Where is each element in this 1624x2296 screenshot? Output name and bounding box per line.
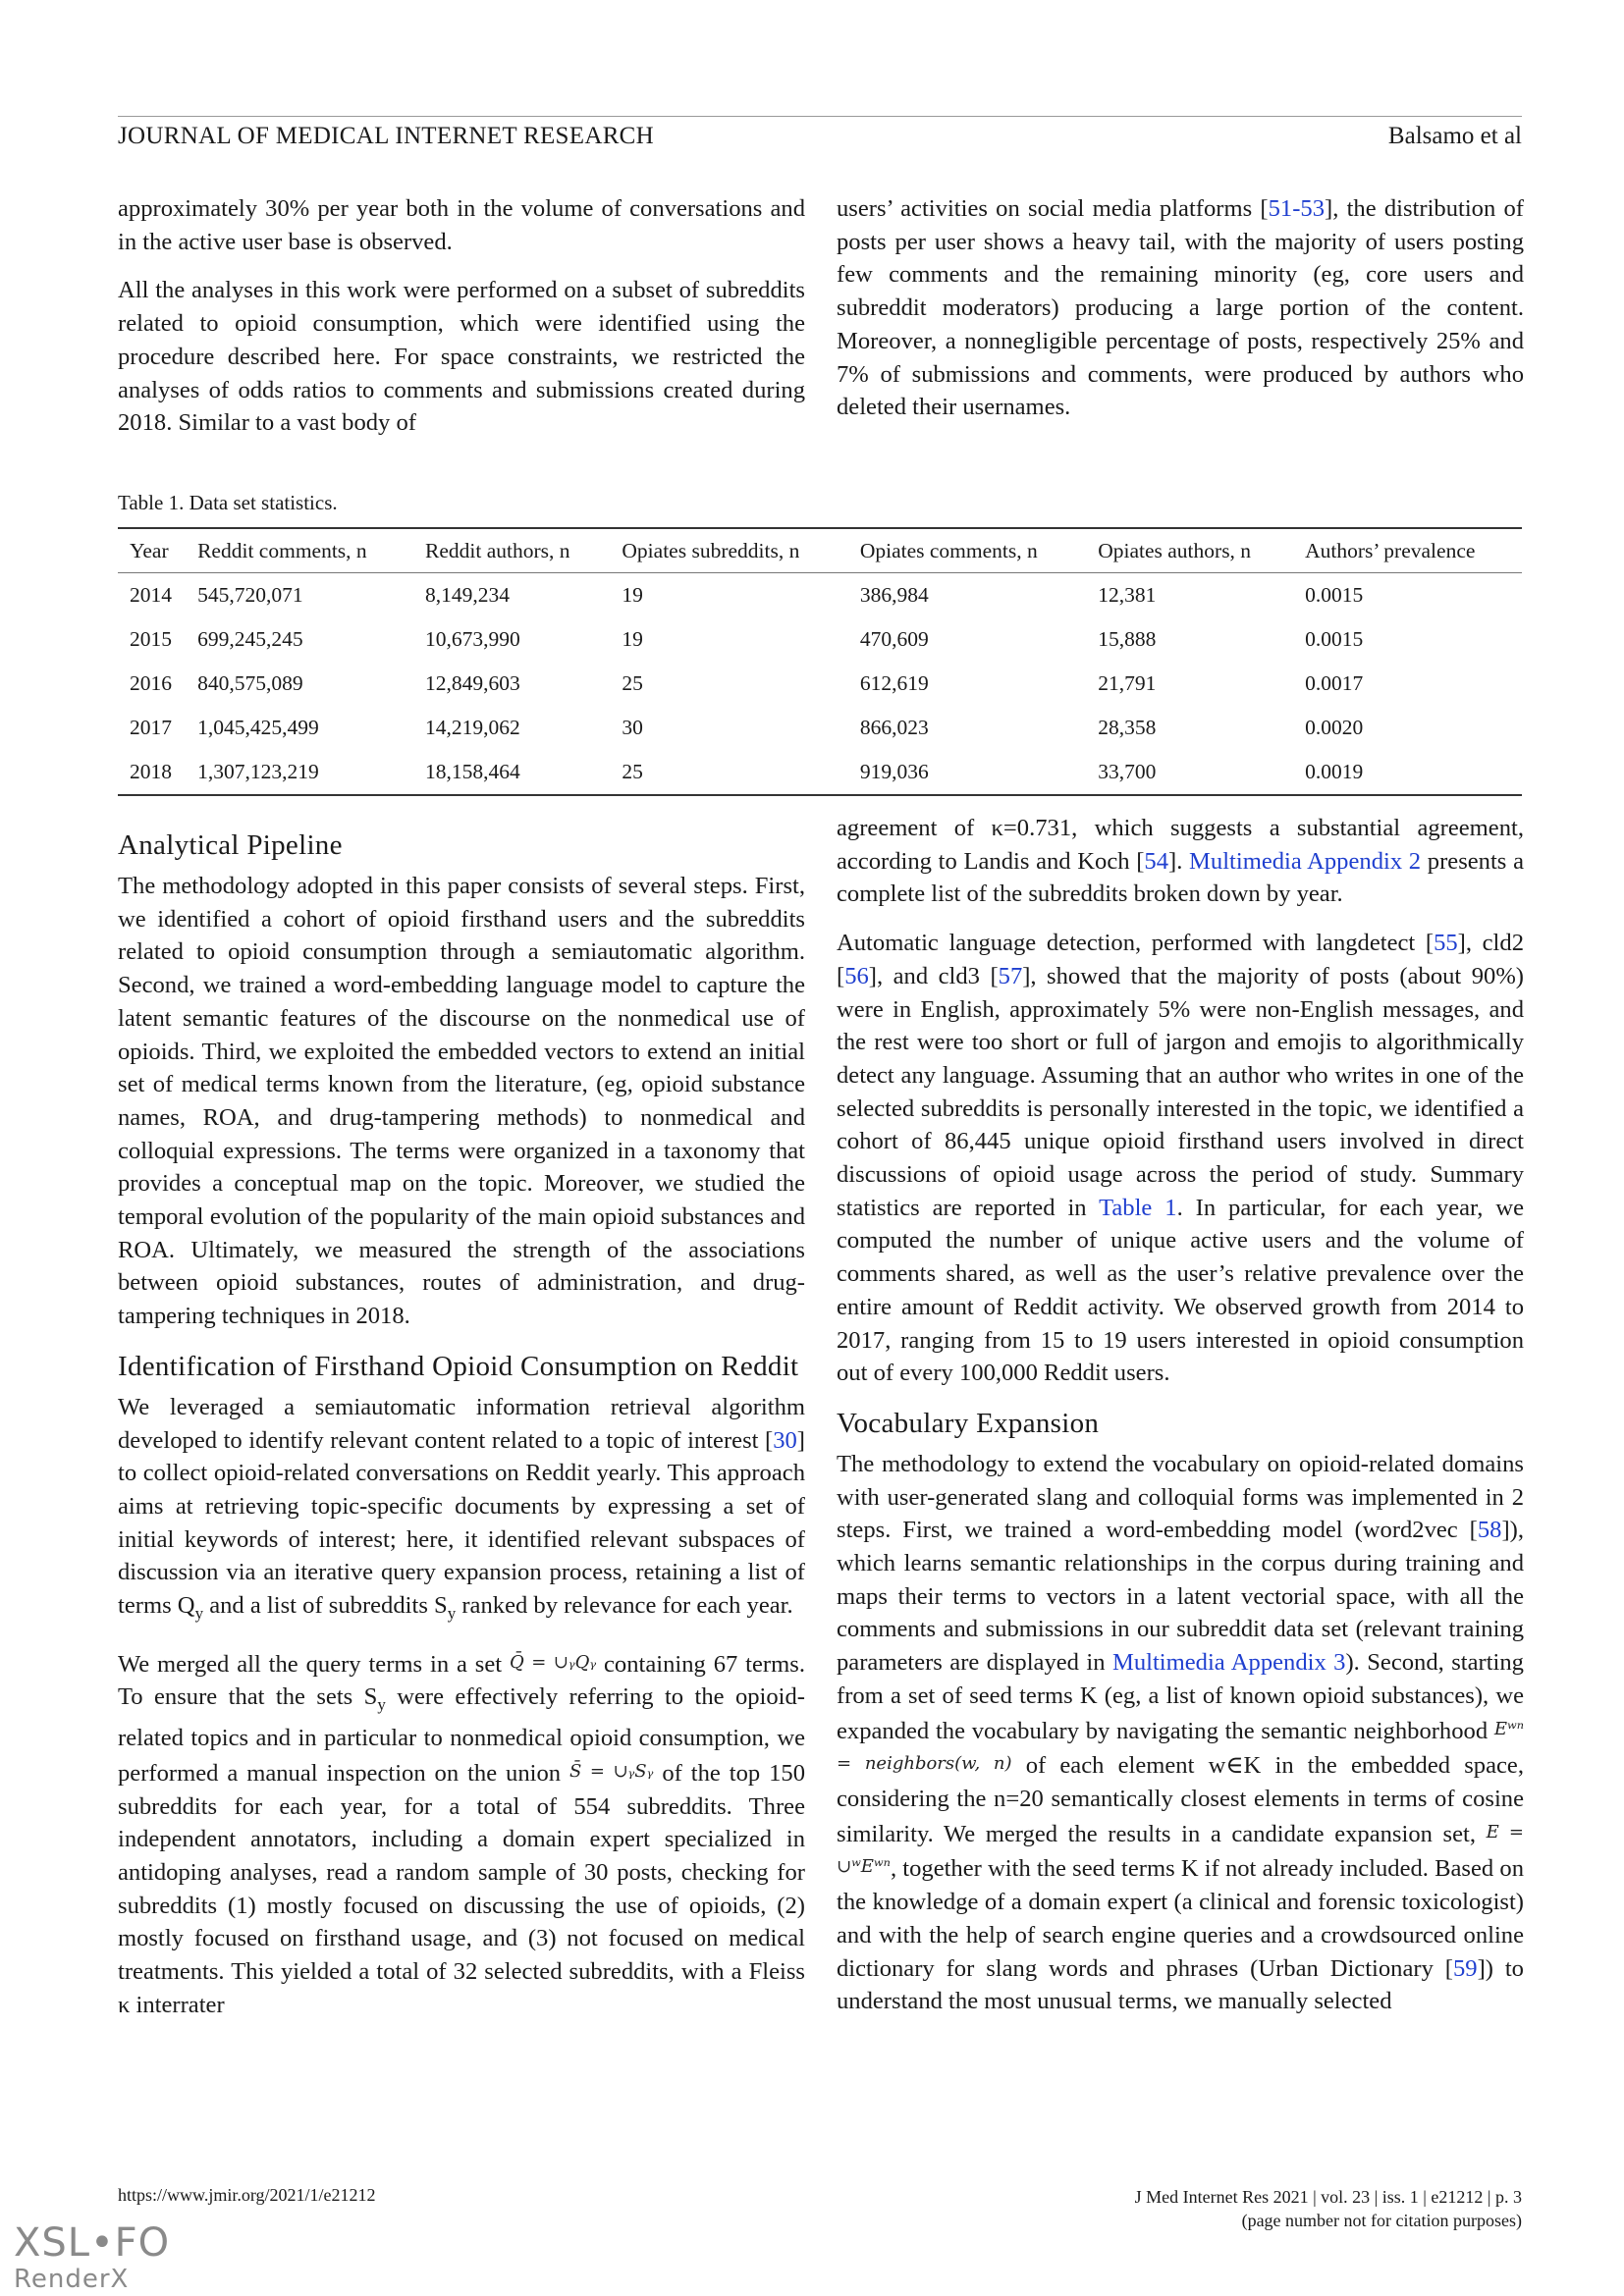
multimedia-appendix-2-link[interactable]: Multimedia Appendix 2 (1189, 847, 1422, 875)
section-heading-vocabulary-expansion: Vocabulary Expansion (837, 1407, 1100, 1439)
reference-link[interactable]: 30 (773, 1426, 797, 1454)
reference-link[interactable]: 54 (1144, 847, 1169, 875)
reference-link[interactable]: 51-53 (1268, 195, 1325, 222)
table-cell: 21,791 (1098, 671, 1157, 695)
column-header: Opiates comments, n (859, 538, 1038, 562)
paragraph: approximately 30% per year both in the volume of conversations and in the active user base is observed. (118, 195, 805, 255)
journal-title: JOURNAL OF MEDICAL INTERNET RESEARCH (118, 123, 654, 149)
section-heading-analytical-pipeline: Analytical Pipeline (118, 829, 343, 861)
table-cell: 2015 (130, 627, 172, 651)
table-row (118, 706, 1522, 750)
reference-link[interactable]: 58 (1477, 1517, 1502, 1544)
table-cell: 612,619 (859, 671, 929, 695)
citation-block (1135, 2185, 1522, 2232)
table-cell: 0.0015 (1305, 627, 1364, 651)
paragraph: The methodology adopted in this paper consists of several steps. First, we identified a cohort of opioid firsthand users and the subreddits related to opioid consumption through a semiautomatic algorithm. Second, we trained a word-embedding language model to capture the latent semantic features of the discourse on the nonmedical use of opioids. Third, we exploited the embedded vectors to extend an initial set of medical terms known from the literature, (eg, opioid substance names, ROA, and drug-tampering methods) to nonmedical and colloquial expressions. The terms were organized in a taxonomy that provides a conceptual map on the topic. Moreover, we studied the temporal evolution of the popularity of the main opioid substances and ROA. Ultimately, we measured the strength of the associations between opioid substances, routes of administration, and drug-tampering techniques in 2018. (118, 873, 805, 1330)
paragraph: We leveraged a semiautomatic information retrieval algorithm developed to identify relevant content related to a topic of interest [30] to collect opioid-related conversations on Reddit yearly. This approach aims at retrieving topic-specific documents by expressing a set of initial keywords of interest; here, it identified relevant subspaces of discussion via an iterative query expansion process, retaining a list of terms $Q_y$ and a list of subreddits $S_y$ ranked by relevance for each year. (118, 1393, 805, 1624)
xslfo-logo-text: XSL•FO (14, 2220, 171, 2266)
column-header: Opiates authors, n (1098, 538, 1252, 562)
table-cell: 8,149,234 (425, 583, 510, 607)
math-formula: Q̄ = ∪ᵧQᵧ (510, 1651, 597, 1673)
xslfo-renderx-logo (14, 2220, 171, 2294)
table-cell: 12,849,603 (425, 671, 520, 695)
page-number-note: (page number not for citation purposes) (1241, 2211, 1522, 2230)
math-formula: Eʷⁿ = neighbors(w, n) (837, 1718, 1524, 1775)
column-header: Year (130, 538, 169, 562)
table-cell: 18,158,464 (425, 760, 520, 783)
table-cell: 699,245,245 (197, 627, 303, 651)
table-cell: 1,307,123,219 (197, 760, 319, 783)
paragraph: users’ activities on social media platforms [51-53], the distribution of posts per user shows a heavy tail, with the majority of users posting few comments and the remaining minority (eg, core users and subreddit moderators) producing a large portion of the content. Moreover, a nonnegligible percentage of posts, respectively 25% and 7% of submissions and comments, were produced by authors who deleted their usernames. (837, 195, 1524, 421)
multimedia-appendix-3-link[interactable]: Multimedia Appendix 3 (1111, 1649, 1346, 1677)
math-formula: S̄ = ∪ᵧSᵧ (569, 1760, 654, 1782)
table-cell: 12,381 (1098, 583, 1157, 607)
reference-link[interactable]: 57 (998, 962, 1023, 989)
article-url[interactable]: https://www.jmir.org/2021/1/e21212 (118, 2185, 376, 2205)
table-cell: 0.0019 (1305, 760, 1364, 783)
table-cell: 19 (622, 627, 643, 651)
table-row (118, 662, 1522, 706)
citation-line: J Med Internet Res 2021 | vol. 23 | iss. 1 | e21212 | p. 3 (1134, 2187, 1522, 2207)
table-cell: 0.0020 (1305, 716, 1364, 739)
column-header: Reddit comments, n (197, 538, 367, 562)
table-cell: 2018 (130, 760, 172, 783)
table-row (118, 573, 1522, 618)
table-row (118, 750, 1522, 795)
section-heading-identification: Identification of Firsthand Opioid Consumption on Reddit (118, 1350, 799, 1382)
table-cell: 840,575,089 (197, 671, 303, 695)
table-cell: 1,045,425,499 (197, 716, 319, 739)
reference-link[interactable]: 59 (1452, 1954, 1478, 1982)
table-cell: 15,888 (1098, 627, 1157, 651)
running-authors: Balsamo et al (1387, 123, 1522, 149)
table-cell: 25 (622, 671, 643, 695)
table-cell: 33,700 (1098, 760, 1157, 783)
table-cell: 545,720,071 (197, 583, 303, 607)
table-cell: 386,984 (859, 583, 929, 607)
table-cell: 28,358 (1098, 716, 1157, 739)
column-header: Opiates subreddits, n (622, 538, 800, 562)
column-header: Authors’ prevalence (1305, 538, 1476, 562)
table-cell: 25 (622, 760, 643, 783)
table-row (118, 617, 1522, 662)
paragraph: All the analyses in this work were performed on a subset of subreddits related to opioid consumption, which were identified using the procedure described here. For space constraints, we restricted the analyses of odds ratios to comments and submissions created during 2018. Similar to a vast body of (118, 277, 805, 437)
table-header-row (118, 528, 1522, 573)
table-cell: 14,219,062 (425, 716, 520, 739)
table-cell: 866,023 (859, 716, 929, 739)
table-cell: 2016 (130, 671, 172, 695)
table-caption: Table 1. Data set statistics. (118, 491, 338, 514)
reference-link[interactable]: 55 (1434, 930, 1458, 957)
reference-link[interactable]: 56 (844, 962, 869, 989)
paragraph: agreement of κ=0.731, which suggests a substantial agreement, according to Landis and Koch [54]. Multimedia Appendix 2 presents a complete list of the subreddits broken down by year. (837, 815, 1524, 908)
table-cell: 0.0017 (1305, 671, 1364, 695)
math-formula: E = ∪ʷEʷⁿ (837, 1821, 1524, 1878)
table-cell: 2014 (130, 583, 172, 607)
column-header: Reddit authors, n (425, 538, 570, 562)
paragraph: We merged all the query terms in a set Q̄ = ∪ᵧQᵧ containing 67 terms. To ensure that the sets $S_y$ were effectively referring to the opioid-related topics and in particular to nonmedical opioid consumption, we performed a manual inspection on the union S̄ = ∪ᵧSᵧ of the top 150 subreddits for each year, for a total of 554 subreddits. Three independent annotators, including a domain expert specialized in antidoping analyses, read a random sample of 30 posts, checking for subreddits (1) mostly focused on discussing the use of opioids, (2) mostly focused on firsthand usage, and (3) not focused on medical treatments. This yielded a total of 32 selected subreddits, with a Fleiss κ interrater (118, 1650, 806, 2018)
top-left-column (118, 192, 805, 455)
paragraph: The methodology to extend the vocabulary on opioid-related domains with user-generated slang and colloquial forms was implemented in 2 steps. First, we trained a word-embedding model (word2vec [58]), which learns semantic relationships in the corpus during training and maps their terms to vectors in a latent vectorial space, with all the comments and submissions in our subreddit data set (relevant training parameters are displayed in Multimedia Appendix 3). Second, starting from a set of seed terms K (eg, a list of known opioid substances), we expanded the vocabulary by navigating the semantic neighborhood Eʷⁿ = neighbors(w, n) of each element w∈K in the embedded space, considering the n=20 semantically closest elements in terms of cosine similarity. We merged the results in a candidate expansion set, E = ∪ʷEʷⁿ, together with the seed terms K if not already included. Based on the knowledge of a domain expert (a clinical and forensic toxicologist) and with the help of search engine queries and a crowdsourced online dictionary for slang words and phrases (Urban Dictionary [59]) to understand the most unusual terms, we manually selected (837, 1450, 1524, 2015)
data-set-statistics-table (118, 527, 1522, 796)
paragraph: Automatic language detection, performed with langdetect [55], cld2 [56], and cld3 [57], showed that the majority of posts (about 90%) were in English, approximately 5% were non-English messages, and the rest were too short or full of jargon and emojis to algorithmically detect any language. Assuming that an author who writes in one of the selected subreddits is personally interested in the topic, we identified a cohort of 86,445 unique opioid firsthand users involved in direct discussions of opioid usage across the period of study. Summary statistics are reported in Table 1. In particular, for each year, we computed the number of unique active users and the volume of comments shared, as well as the user’s relative prevalence over the entire amount of Reddit activity. We observed growth from 2014 to 2017, ranging from 15 to 19 users interested in opioid consumption out of every 100,000 Reddit users. (837, 930, 1525, 1387)
table-cell: 10,673,990 (425, 627, 520, 651)
header-rule (118, 116, 1522, 117)
table-cell: 470,609 (859, 627, 929, 651)
table-cell: 30 (622, 716, 643, 739)
bottom-left-column (118, 828, 805, 2038)
top-right-column (837, 192, 1524, 440)
bottom-right-column (837, 812, 1524, 2034)
table-cell: 0.0015 (1305, 583, 1364, 607)
table-cell: 19 (622, 583, 643, 607)
renderx-logo-text: RenderX (14, 2265, 130, 2294)
table-cell: 2017 (130, 716, 172, 739)
table-cell: 919,036 (859, 760, 929, 783)
table-1-link[interactable]: Table 1 (1099, 1194, 1177, 1221)
